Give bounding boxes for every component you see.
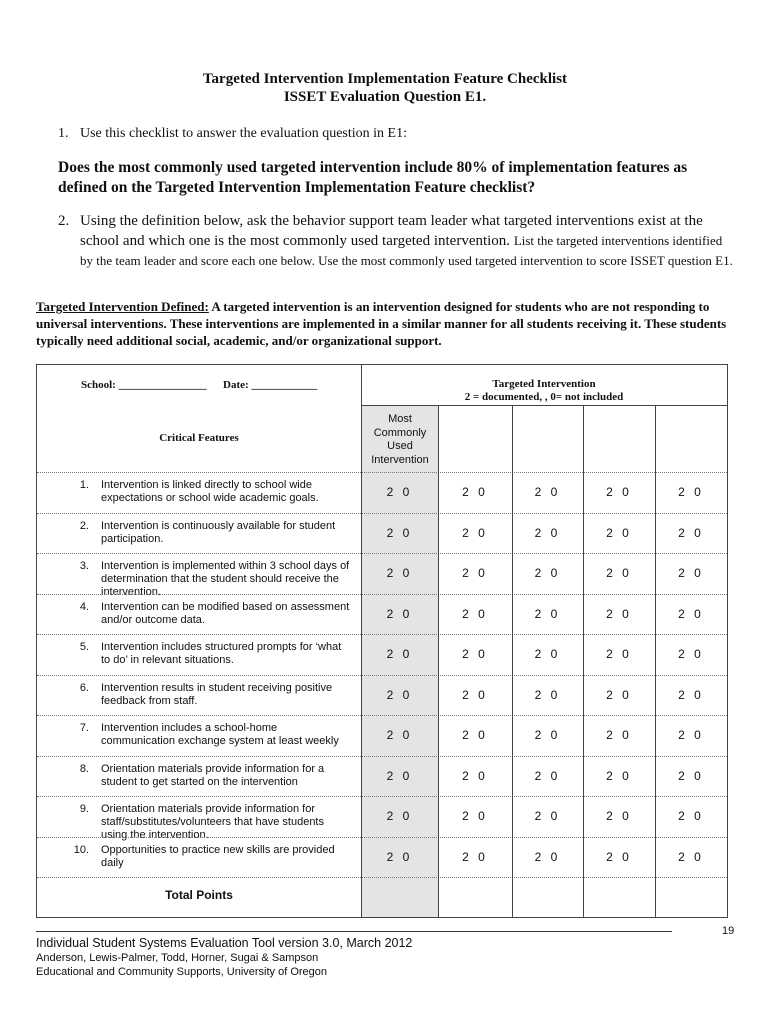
targeted-intervention-header: Targeted Intervention [492,378,596,390]
score-options-most-common[interactable]: 2 0 [386,647,413,661]
footer-title: Individual Student Systems Evaluation Tool version 3.0, March 2012 [36,936,413,950]
score-options-intervention-3[interactable]: 2 0 [606,849,632,864]
row-divider [37,553,727,554]
score-options-intervention-3[interactable]: 2 0 [606,687,632,702]
total-points-label: Total Points [165,888,233,902]
evaluation-question: Does the most commonly used targeted intervention include 80% of implementation features as defined on the Targeted Intervention Implementation Feature checklist? [58,159,688,196]
critical-features-header: Critical Features [159,432,239,444]
score-options-intervention-4[interactable]: 2 0 [678,728,704,742]
column-divider [512,405,513,917]
score-options-intervention-4[interactable]: 2 0 [678,566,704,580]
instruction-2-text: Using the definition below, ask the behavior support team leader what targeted interventions exist at the school and which one is the most commonly used targeted intervention. [80,213,703,249]
feature-checklist-table [36,364,728,918]
most-common-column-shade [361,405,438,917]
score-options-most-common[interactable]: 2 0 [386,809,413,823]
score-options-most-common[interactable]: 2 0 [386,606,413,621]
feature-text: Intervention is linked directly to school wide expectations or school wide academic goals. [101,479,319,504]
score-options-intervention-1[interactable]: 2 0 [462,647,488,661]
feature-number: 2. [79,519,89,532]
instruction-1-text: Use this checklist to answer the evaluation question in E1: [80,126,407,141]
score-options-most-common[interactable]: 2 0 [386,728,413,742]
feature-number: 7. [79,722,89,734]
feature-text: Intervention includes a school-home communication exchange system at least weekly [101,722,339,747]
score-options-intervention-3[interactable]: 2 0 [606,606,632,621]
feature-text: Intervention is implemented within 3 school days of determination that the student should receive the intervention. [101,560,350,598]
feature-text: Intervention can be modified based on assessment and/or outcome data. [101,600,350,626]
score-options-intervention-4[interactable]: 2 0 [678,849,704,864]
header-rule [361,405,727,406]
column-divider [361,365,362,917]
score-options-intervention-3[interactable]: 2 0 [606,566,632,580]
instruction-2-subtext: List the targeted interventions identified by the team leader and score each one below. Use the most commonly used targeted intervention to score ISSET question E1. [80,233,733,268]
score-options-intervention-3[interactable]: 2 0 [606,809,632,823]
score-options-most-common[interactable]: 2 0 [386,566,413,580]
date-field[interactable]: Date: ____________ [223,379,318,391]
score-options-intervention-1[interactable]: 2 0 [462,768,488,783]
score-options-intervention-4[interactable]: 2 0 [678,606,704,621]
score-options-intervention-2[interactable]: 2 0 [534,606,561,621]
score-options-intervention-4[interactable]: 2 0 [678,768,704,783]
score-options-intervention-3[interactable]: 2 0 [606,525,632,540]
feature-number: 6. [79,681,89,694]
score-options-intervention-2[interactable]: 2 0 [534,768,561,783]
row-divider [37,472,727,473]
feature-text: Orientation materials provide information for a student to get started on the intervention [101,762,325,788]
feature-number: 1. [79,479,89,491]
scoring-key: 2 = documented, , 0= not included [464,391,624,403]
definition-paragraph [36,298,736,349]
feature-number: 9. [79,803,89,815]
title-line-2: ISSET Evaluation Question E1. [283,89,487,105]
feature-text: Intervention results in student receiving positive feedback from staff. [101,681,333,707]
score-options-intervention-1[interactable]: 2 0 [462,485,488,499]
footer-authors: Anderson, Lewis-Palmer, Todd, Horner, Sugai & Sampson [36,952,319,964]
column-divider [438,405,439,917]
score-options-intervention-1[interactable]: 2 0 [462,809,488,823]
instruction-2-number: 2. [58,213,70,229]
score-options-intervention-2[interactable]: 2 0 [534,647,561,661]
feature-text: Opportunities to practice new skills are provided daily [101,843,335,869]
feature-text: Intervention is continuously available for student participation. [101,519,336,545]
feature-number: 4. [79,600,89,613]
score-options-intervention-4[interactable]: 2 0 [678,687,704,702]
score-options-most-common[interactable]: 2 0 [386,768,413,783]
score-options-intervention-1[interactable]: 2 0 [462,849,488,864]
score-options-intervention-3[interactable]: 2 0 [606,728,632,742]
score-options-intervention-3[interactable]: 2 0 [606,647,632,661]
most-common-header: Most Commonly Used Intervention [371,413,429,466]
instruction-1-number: 1. [58,126,69,141]
score-options-intervention-2[interactable]: 2 0 [534,687,561,702]
feature-text: Intervention includes structured prompts for ‘what to do’ in relevant situations. [101,641,342,666]
score-options-intervention-4[interactable]: 2 0 [678,525,704,540]
score-options-intervention-4[interactable]: 2 0 [678,647,704,661]
column-divider [583,405,584,917]
score-options-most-common[interactable]: 2 0 [386,687,413,702]
score-options-most-common[interactable]: 2 0 [386,525,413,540]
feature-number: 3. [79,560,89,572]
row-divider [37,675,727,676]
feature-number: 10. [73,843,89,856]
definition-label: Targeted Intervention Defined: [36,299,209,314]
score-options-intervention-3[interactable]: 2 0 [606,768,632,783]
school-field[interactable]: School: ________________ [81,379,207,391]
footer-affiliation: Educational and Community Supports, University of Oregon [36,966,328,978]
score-options-intervention-4[interactable]: 2 0 [678,485,704,499]
row-divider [37,594,727,595]
score-options-intervention-1[interactable]: 2 0 [462,606,488,621]
score-options-intervention-3[interactable]: 2 0 [606,485,632,499]
feature-text: Orientation materials provide information for staff/substitutes/volunteers that have students using the intervention. [101,803,324,841]
footer-rule [36,931,672,932]
row-divider [37,513,727,514]
page-number: 19 [722,925,735,937]
score-options-intervention-1[interactable]: 2 0 [462,525,488,540]
score-options-intervention-2[interactable]: 2 0 [534,485,561,499]
title-line-1: Targeted Intervention Implementation Feature Checklist [202,71,568,87]
instruction-1 [58,126,407,142]
row-divider [37,634,727,635]
score-options-intervention-1[interactable]: 2 0 [462,687,488,702]
score-options-intervention-2[interactable]: 2 0 [534,728,561,742]
feature-number: 5. [79,641,89,653]
score-options-intervention-1[interactable]: 2 0 [462,566,488,580]
score-options-intervention-2[interactable]: 2 0 [534,849,561,864]
instruction-2 [58,212,738,271]
feature-number: 8. [79,762,89,775]
row-divider [37,877,727,878]
score-options-intervention-2[interactable]: 2 0 [534,809,561,823]
score-options-intervention-2[interactable]: 2 0 [534,566,561,580]
score-options-intervention-1[interactable]: 2 0 [462,728,488,742]
row-divider [37,837,727,838]
score-options-intervention-2[interactable]: 2 0 [534,525,561,540]
page-title [0,70,770,106]
score-options-most-common[interactable]: 2 0 [386,485,413,499]
score-options-intervention-4[interactable]: 2 0 [678,809,704,823]
row-divider [37,756,727,757]
definition-text: A targeted intervention is an intervention designed for students who are not responding to universal interventions. These interventions are implemented in a similar manner for all students receiving it. These students typically need additional social, academic, and/or organizational support. [36,299,727,348]
column-divider [655,405,656,917]
row-divider [37,796,727,797]
score-options-most-common[interactable]: 2 0 [386,849,413,864]
row-divider [37,715,727,716]
